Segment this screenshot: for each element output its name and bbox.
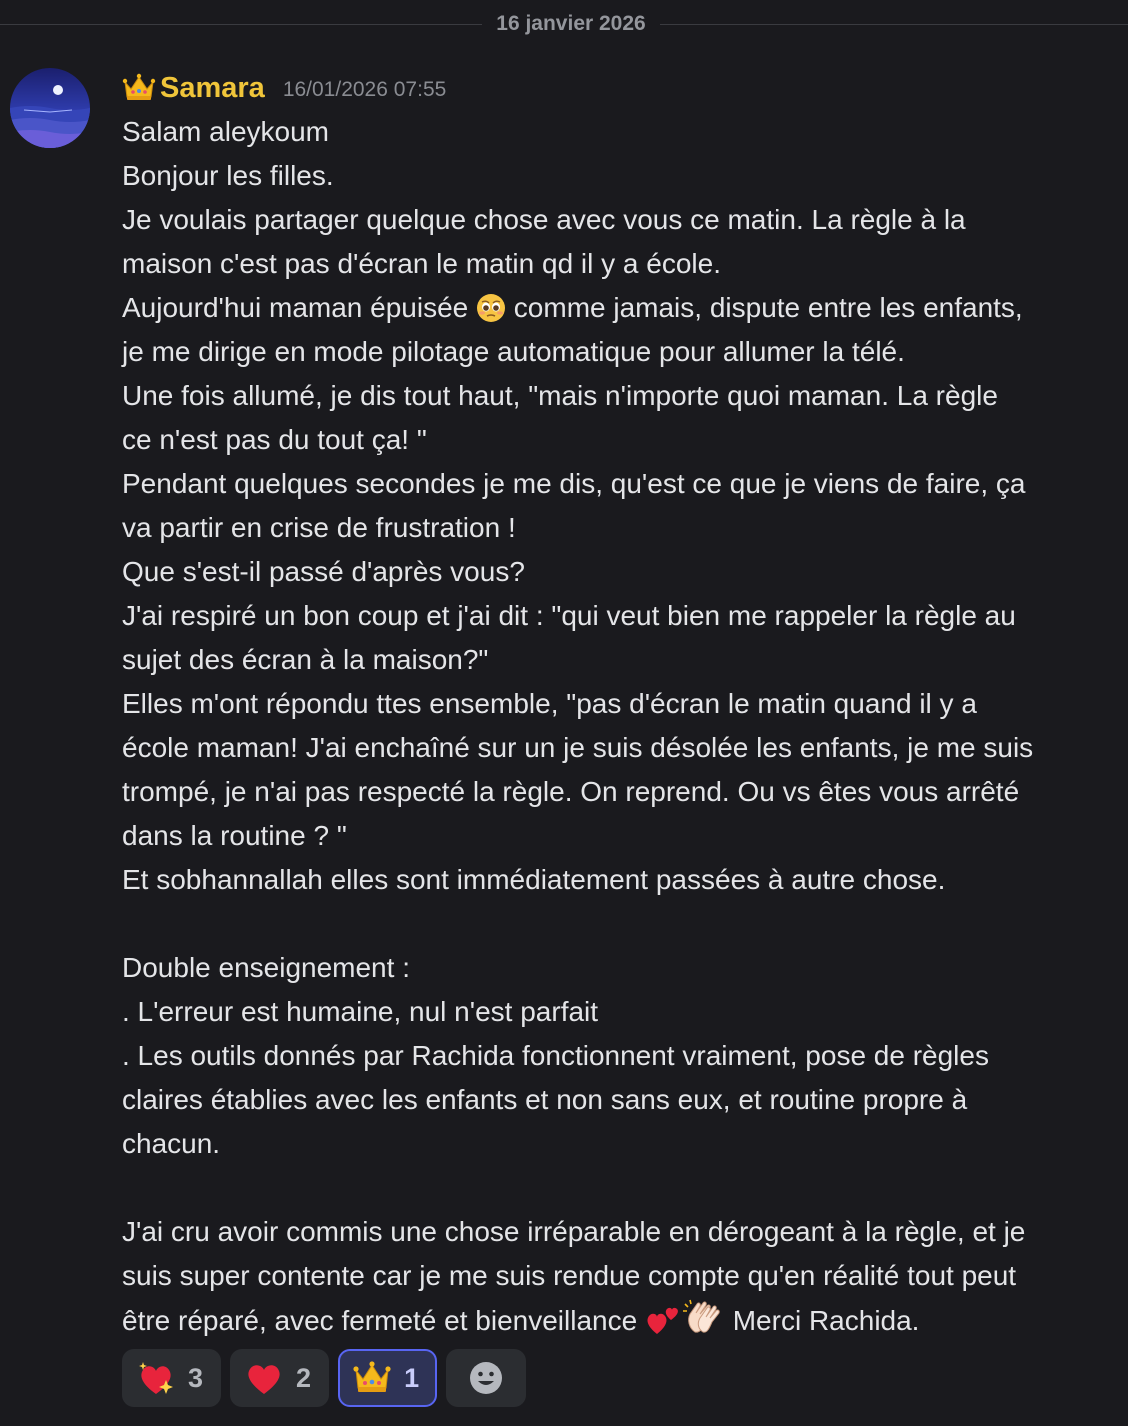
message-line: Que s'est-il passé d'après vous?	[122, 556, 525, 587]
message-text: Merci Rachida.	[724, 1305, 920, 1336]
reaction-red-heart[interactable]	[230, 1349, 329, 1407]
divider-line-left	[0, 24, 482, 25]
crown-icon	[122, 73, 156, 103]
message-body	[122, 110, 1112, 1343]
message-line: trompé, je n'ai pas respecté la règle. On reprend. Ou vs êtes vous arrêté	[122, 776, 1020, 807]
message-line: maison c'est pas d'écran le matin qd il y a école.	[122, 248, 721, 279]
message-line	[122, 1166, 1112, 1210]
message-line: Une fois allumé, je dis tout haut, "mais n'importe quoi maman. La règle	[122, 380, 998, 411]
date-divider	[0, 8, 1128, 42]
message-line: Je voulais partager quelque chose avec vous ce matin. La règle à la	[122, 204, 966, 235]
message-line: Elles m'ont répondu ttes ensemble, "pas d'écran le matin quand il y a	[122, 688, 977, 719]
message-line: . Les outils donnés par Rachida fonctionnent vraiment, pose de règles	[122, 1040, 989, 1071]
message-line: ce n'est pas du tout ça! "	[122, 424, 427, 455]
message-line: va partir en crise de frustration !	[122, 512, 516, 543]
message-header	[122, 70, 446, 106]
divider-line-right	[660, 24, 1128, 25]
reaction-count: 1	[404, 1362, 420, 1393]
message-line: chacun.	[122, 1128, 221, 1159]
avatar[interactable]	[10, 68, 90, 148]
timestamp: 16/01/2026 07:55	[282, 78, 447, 101]
message-line: Bonjour les filles.	[122, 160, 334, 191]
message-line	[122, 902, 1112, 946]
message-text: être réparé, avec fermeté et bienveillance	[122, 1305, 638, 1336]
message-line: Pendant quelques secondes je me dis, qu'est ce que je viens de faire, ça	[122, 468, 1026, 499]
message-line	[122, 286, 1112, 330]
smiley-add-reaction-icon	[468, 1360, 504, 1396]
message-line: J'ai respiré un bon coup et j'ai dit : "qui veut bien me rappeler la règle au	[122, 600, 1016, 631]
message-line: Et sobhannallah elles sont immédiatement passées à autre chose.	[122, 864, 946, 895]
clapping-hands-emoji	[681, 1298, 725, 1336]
username[interactable]: Samara	[160, 71, 265, 104]
message-line: claires établies avec les enfants et non sans eux, et routine propre à	[122, 1084, 968, 1115]
reaction-count: 2	[296, 1362, 312, 1393]
message-line: Double enseignement :	[122, 952, 410, 983]
pleading-face-emoji	[476, 293, 506, 323]
message-line: école maman! J'ai enchaîné sur un je suis désolée les enfants, je me suis	[122, 732, 1034, 763]
message-line: suis super contente car je me suis rendue compte qu'en réalité tout peut	[122, 1260, 1017, 1291]
message-line: Salam aleykoum	[122, 116, 329, 147]
message-text: Aujourd'hui maman épuisée	[122, 292, 469, 323]
message-line: . L'erreur est humaine, nul n'est parfait	[122, 996, 599, 1027]
two-hearts-emoji	[645, 1304, 681, 1336]
message-line: sujet des écran à la maison?"	[122, 644, 489, 675]
divider-date: 16 janvier 2026	[496, 12, 646, 35]
reaction-sparkling-heart[interactable]	[122, 1349, 221, 1407]
message-line	[122, 1298, 1112, 1343]
add-reaction-button[interactable]	[446, 1349, 526, 1407]
reaction-count: 3	[188, 1362, 204, 1393]
red-heart-emoji	[244, 1358, 284, 1398]
message-line: dans la routine ? "	[122, 820, 347, 851]
sparkling-heart-emoji	[136, 1358, 176, 1398]
reactions-bar	[122, 1349, 526, 1407]
message-line: je me dirige en mode pilotage automatique pour allumer la télé.	[122, 336, 905, 367]
crown-emoji	[352, 1358, 392, 1398]
message-line: J'ai cru avoir commis une chose irréparable en dérogeant à la règle, et je	[122, 1216, 1026, 1247]
message-text: comme jamais, dispute entre les enfants,	[506, 292, 1023, 323]
reaction-crown[interactable]	[338, 1349, 437, 1407]
